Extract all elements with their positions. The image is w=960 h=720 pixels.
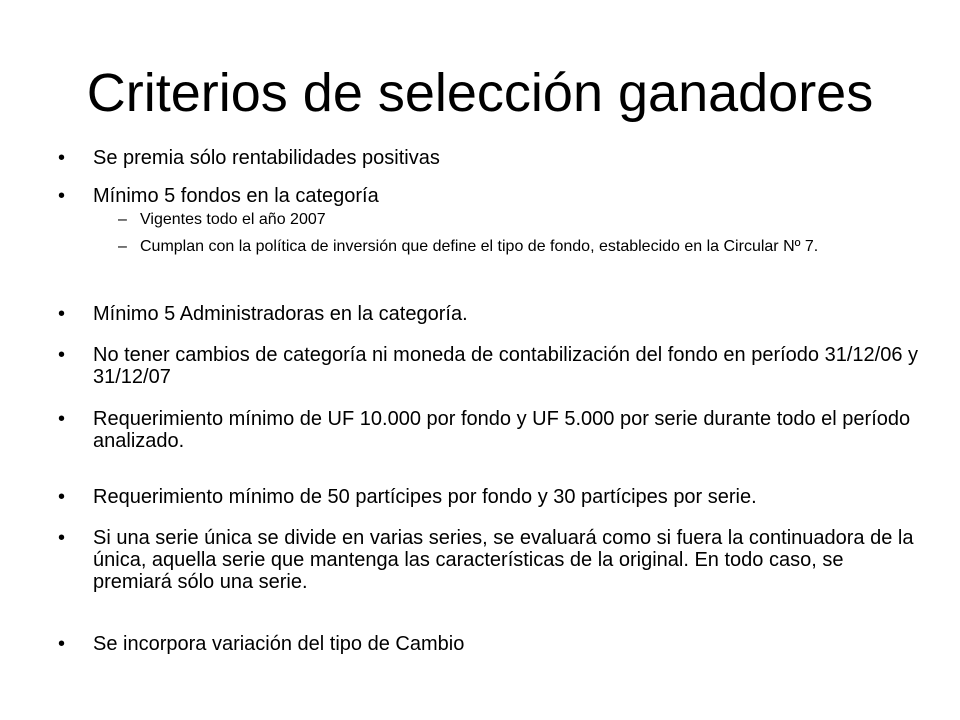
sub-bullet-dash: – [118, 238, 127, 255]
bullet-dot: • [58, 185, 66, 207]
sub-bullet-dash: – [118, 211, 127, 228]
bullet-text: Requerimiento mínimo de UF 10.000 por fondo y UF 5.000 por serie durante todo el período analizado. [93, 408, 911, 452]
bullet-dot: • [58, 633, 66, 655]
bullet-text: Mínimo 5 Administradoras en la categoría. [93, 303, 468, 325]
bullet-text: Se premia sólo rentabilidades positivas [93, 147, 440, 169]
bullet-dot: • [58, 303, 66, 325]
bullet-dot: • [58, 147, 66, 169]
bullet-text: No tener cambios de categoría ni moneda de contabilización del fondo en período 31/12/06 y 31/12/07 [93, 344, 918, 388]
bullet-dot: • [58, 408, 66, 430]
sub-bullet-text: Vigentes todo el año 2007 [140, 211, 326, 228]
bullet-dot: • [58, 344, 66, 366]
bullet-text: Requerimiento mínimo de 50 partícipes por fondo y 30 partícipes por serie. [93, 486, 757, 508]
sub-bullet-text: Cumplan con la política de inversión que define el tipo de fondo, establecido en la Circular Nº 7. [140, 238, 819, 255]
bullet-dot: • [58, 527, 66, 549]
bullet-text: Se incorpora variación del tipo de Cambio [93, 633, 465, 655]
slide-title: Criterios de selección ganadores [86, 63, 874, 123]
bullet-text: Mínimo 5 fondos en la categoría [93, 185, 379, 207]
bullet-text: Si una serie única se divide en varias series, se evaluará como si fuera la continuadora de la única, aquella serie que mantenga las características de la original. En todo caso, se premiará sólo una serie. [93, 527, 914, 593]
bullet-dot: • [58, 486, 66, 508]
